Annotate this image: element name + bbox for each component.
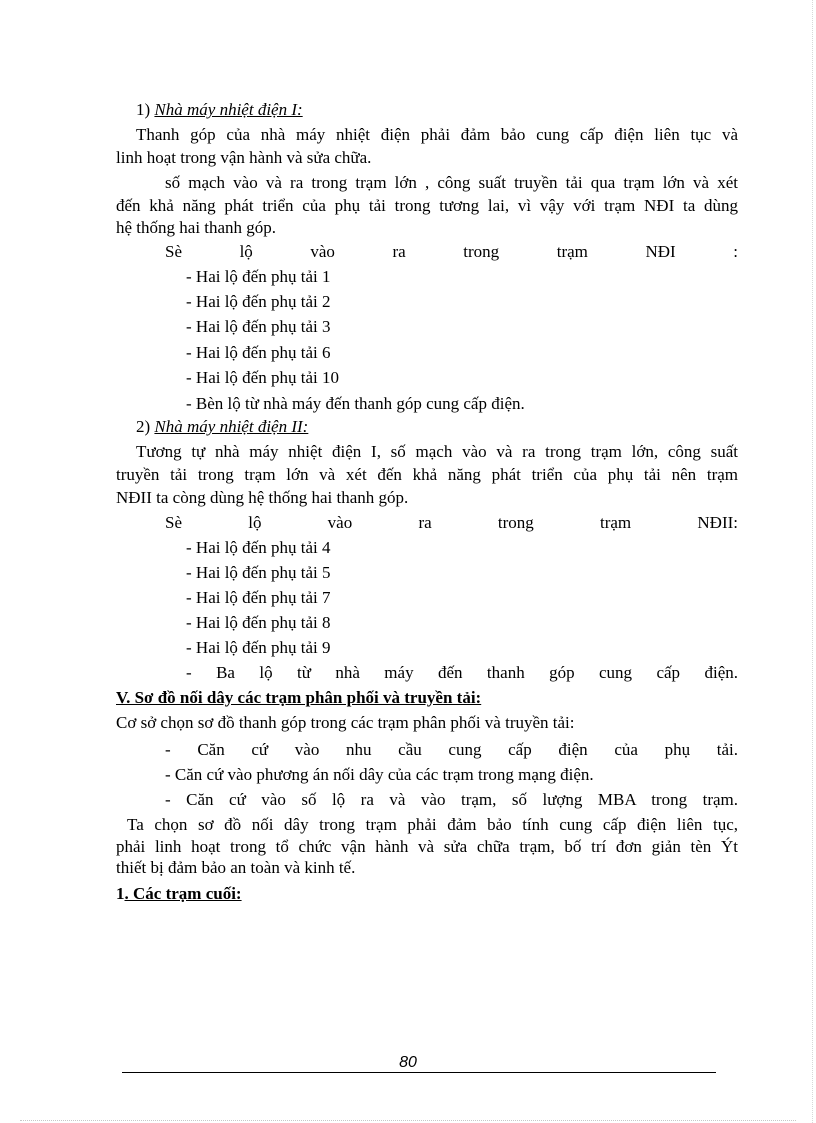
- s2-list-item: - Hai lộ đến phụ tải 4: [186, 538, 331, 557]
- s1-list-item: - Hai lộ đến phụ tải 1: [186, 267, 331, 286]
- section-v-bullet: - Căn cứ vào số lộ ra và vào trạm, số lượng MBA trong trạm.: [165, 790, 738, 809]
- s1-list-item: - Hai lộ đến phụ tải 3: [186, 317, 331, 336]
- s2-paragraph-line-1: Tương tự nhà máy nhiệt điện I, số mạch vào và ra trong trạm lớn, công suất: [136, 442, 738, 461]
- s2-list-item: - Hai lộ đến phụ tải 8: [186, 613, 331, 632]
- section-v-bullet: - Căn cứ vào phương án nối dây của các trạm trong mạng điện.: [165, 765, 594, 784]
- section-v-bullet: - Căn cứ vào nhu cầu cung cấp điện của phụ tải.: [165, 740, 738, 759]
- subsection-1-title: . Các trạm cuối:: [124, 884, 242, 903]
- s1-se-lo-line: Sè lộ vào ra trong trạm NĐI :: [165, 242, 738, 261]
- page-bottom-edge: [20, 1120, 796, 1121]
- section-2-heading: [136, 417, 308, 437]
- s2-list-item: - Hai lộ đến phụ tải 9: [186, 638, 331, 657]
- s1-paragraph-2-line-2: đến khả năng phát triển của phụ tải trong tương lai, vì vậy với trạm NĐI ta dùng: [116, 196, 738, 215]
- section-1-title: Nhà máy nhiệt điện I:: [154, 100, 303, 119]
- s1-list-item: - Hai lộ đến phụ tải 10: [186, 368, 339, 387]
- s2-paragraph-line-3: NĐII ta còng dùng hệ thống hai thanh góp.: [116, 488, 409, 507]
- s1-list-item: - Hai lộ đến phụ tải 2: [186, 292, 331, 311]
- page-right-edge: [812, 0, 813, 1123]
- section-v-paragraph-line-1: Ta chọn sơ đồ nối dây trong trạm phải đảm bảo tính cung cấp điện liên tục,: [127, 815, 738, 834]
- s1-paragraph-1-line-1: Thanh góp của nhà máy nhiệt điện phải đảm bảo cung cấp điện liên tục và: [136, 125, 738, 144]
- s2-paragraph-line-2: truyền tải trong trạm lớn và xét đến khả năng phát triển của phụ tải nên trạm: [116, 465, 738, 484]
- page-number: 80: [399, 1054, 417, 1071]
- subsection-1-number: 1: [116, 884, 125, 903]
- section-1-heading: [136, 100, 303, 120]
- s1-paragraph-2-line-1: số mạch vào và ra trong trạm lớn , công suất truyền tải qua trạm lớn và xét: [165, 173, 738, 192]
- section-v-heading: V. Sơ đồ nối dây các trạm phân phối và truyền tải:: [116, 688, 482, 707]
- section-2-number: 2): [136, 417, 155, 436]
- section-v-intro: Cơ sở chọn sơ đồ thanh góp trong các trạm phân phối và truyền tải:: [116, 713, 575, 732]
- s2-se-lo-line: Sè lộ vào ra trong trạm NĐII:: [165, 513, 738, 532]
- subsection-1-heading: [116, 884, 242, 904]
- section-v-paragraph-line-3: thiết bị đảm bảo an toàn và kinh tế.: [116, 858, 356, 877]
- s1-paragraph-1-line-2: linh hoạt trong vận hành và sửa chữa.: [116, 148, 372, 167]
- s2-list-item: - Hai lộ đến phụ tải 5: [186, 563, 331, 582]
- section-v-paragraph-line-2: phải linh hoạt trong tổ chức vận hành và sửa chữa trạm, bố trí đơn giản tèn Ýt: [116, 837, 738, 856]
- section-1-number: 1): [136, 100, 155, 119]
- s1-paragraph-2-line-3: hệ thống hai thanh góp.: [116, 218, 277, 237]
- s1-list-item: - Hai lộ đến phụ tải 6: [186, 343, 331, 362]
- footer-divider: [122, 1072, 716, 1073]
- s1-list-item: - Bèn lộ từ nhà máy đến thanh góp cung cấp điện.: [186, 394, 525, 413]
- s2-list-item: - Ba lộ từ nhà máy đến thanh góp cung cấp điện.: [186, 663, 738, 682]
- section-2-title: Nhà máy nhiệt điện II:: [154, 417, 309, 436]
- s2-list-item: - Hai lộ đến phụ tải 7: [186, 588, 331, 607]
